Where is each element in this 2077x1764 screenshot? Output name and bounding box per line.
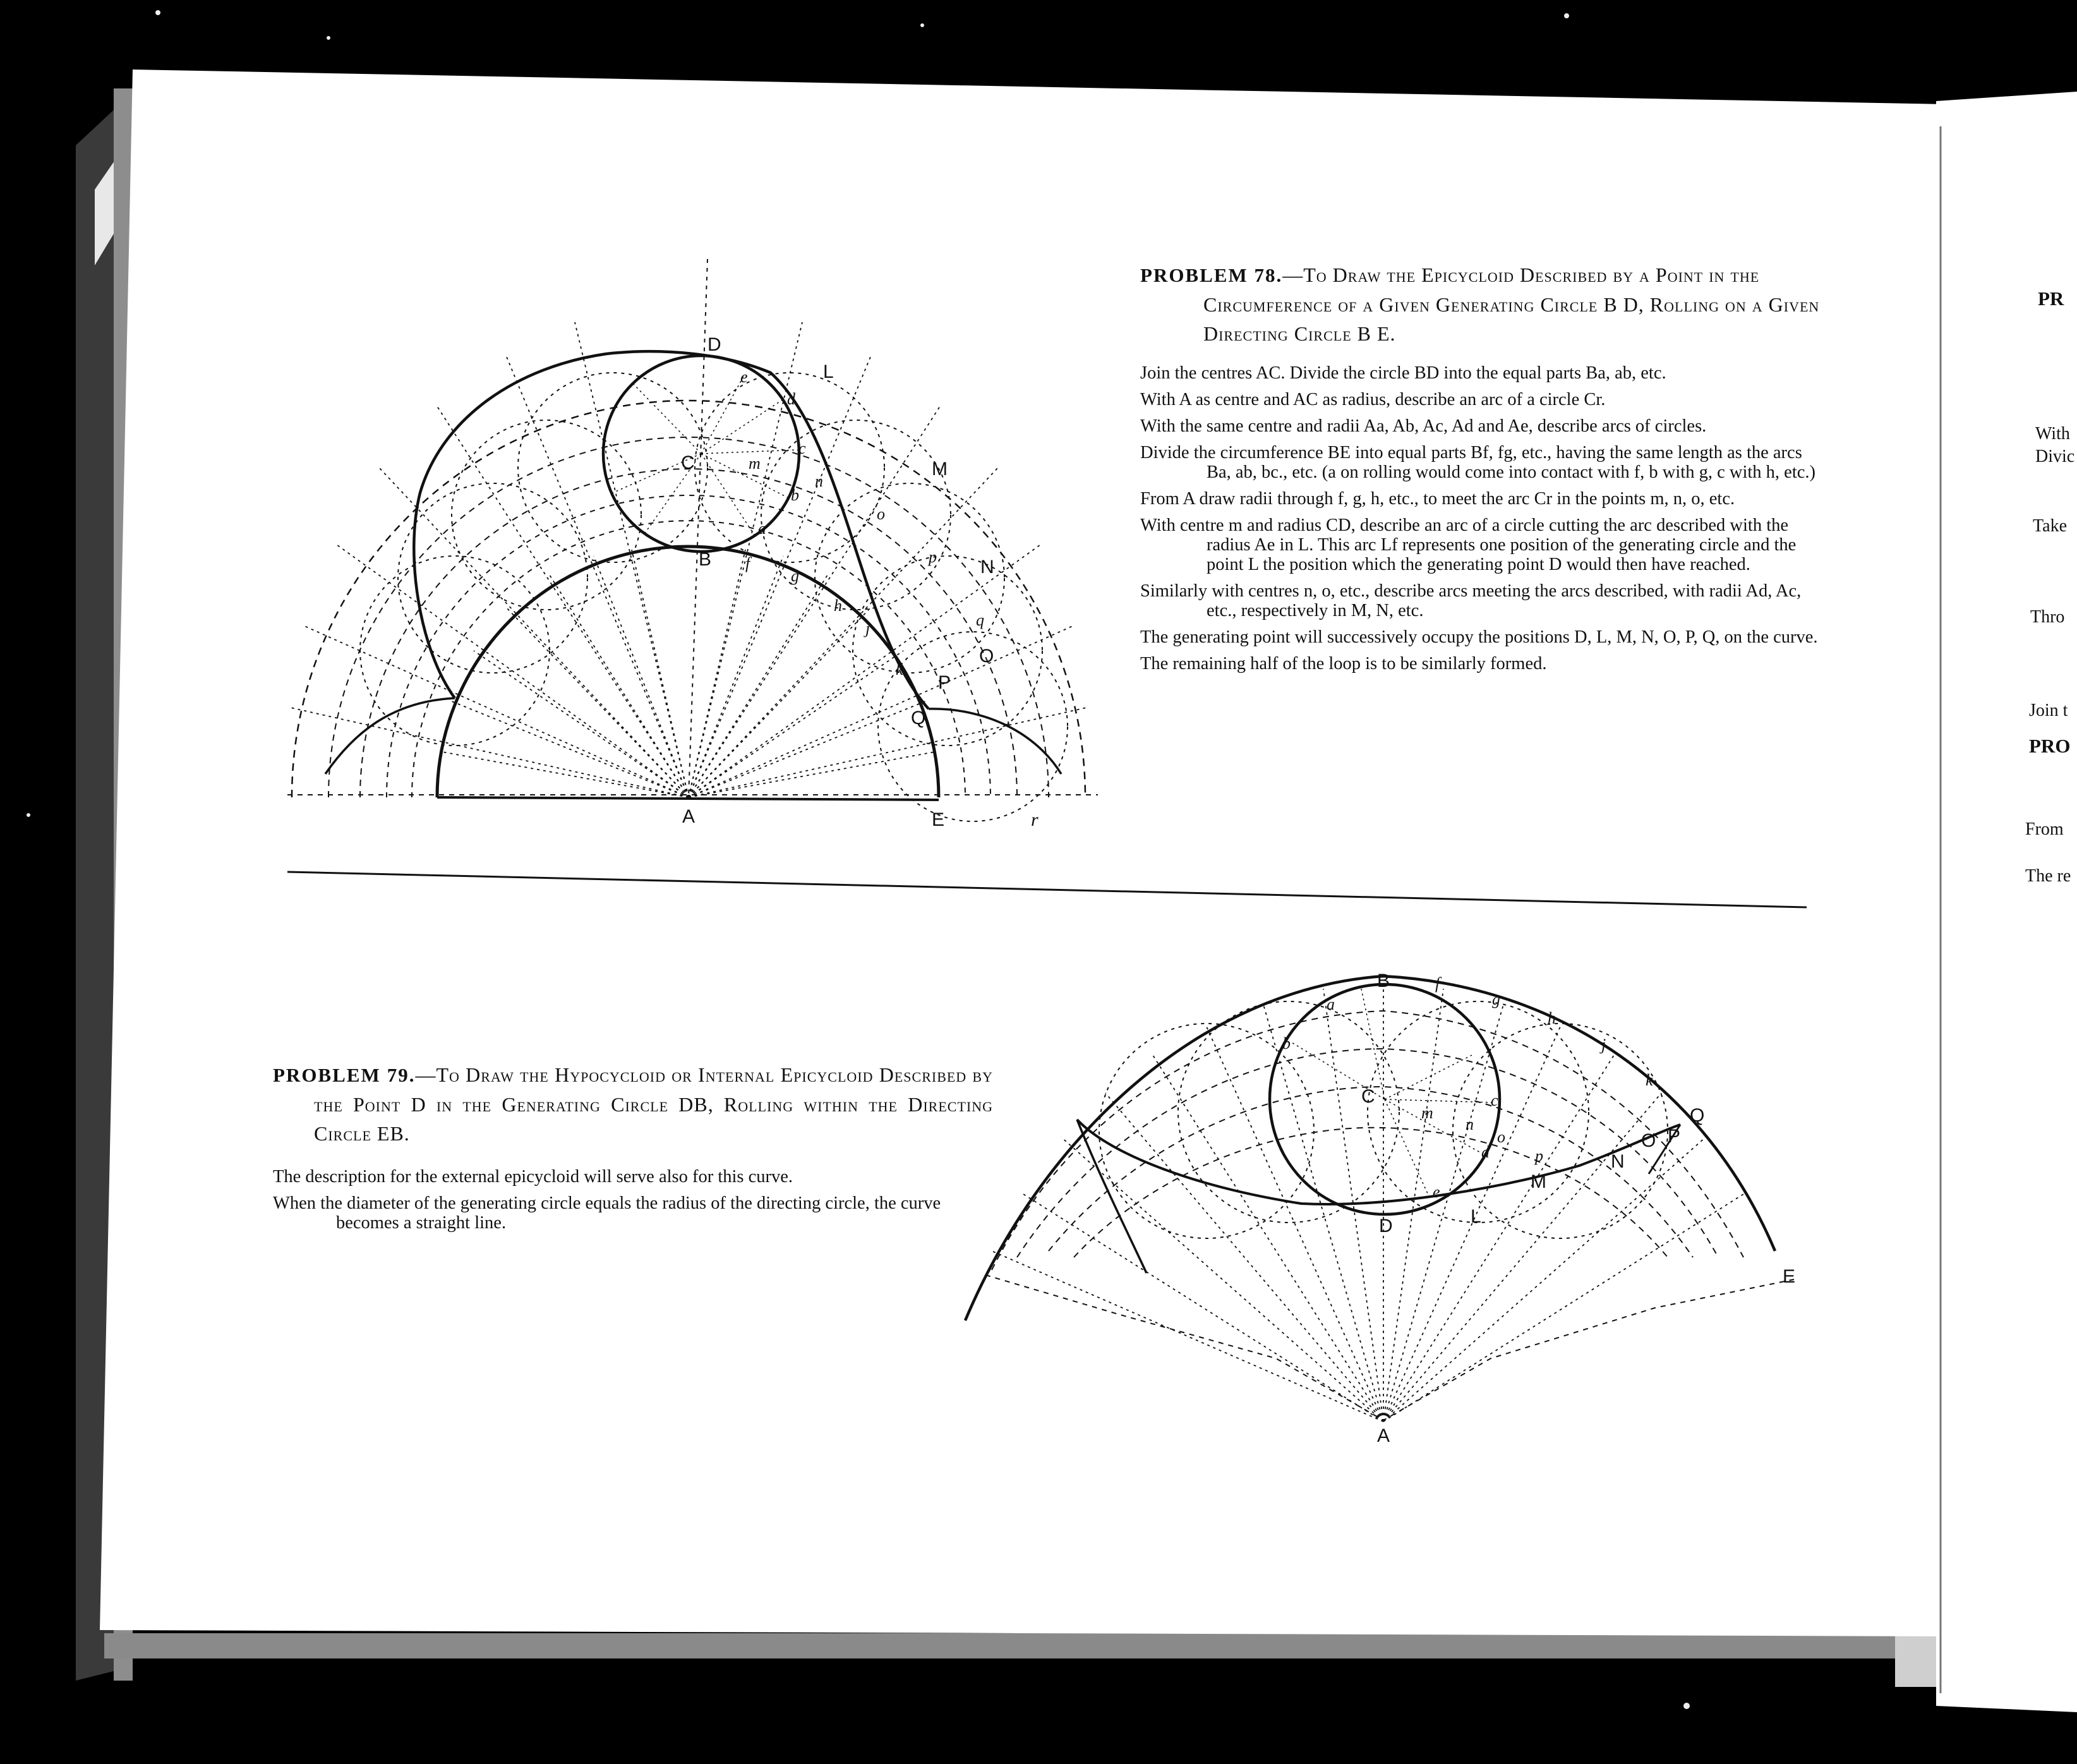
fig78-label-f: f (745, 554, 750, 572)
problem-78-step: The remaining half of the loop is to be similarly formed. (1140, 654, 1547, 674)
fig79-label-m: m (1421, 1104, 1433, 1122)
fig79-label-B: B (1377, 970, 1390, 991)
fig79-label-o: o (1497, 1128, 1505, 1146)
problem-78-number: PROBLEM 78. (1140, 264, 1283, 286)
fig79-label-a: a (1327, 995, 1335, 1013)
fig79-label-D: D (1379, 1216, 1393, 1236)
problem-78-step: Similarly with centres n, o, etc., describe arcs meeting the arcs described, with radii Ad, Ac, etc., respectively in M, N, etc. (1140, 581, 1802, 620)
problem-78-title: —To Draw the Epicycloid Described by a Point in the Circumference of a Given Generating Circle B D, Rolling on a Given Directing Circle B E. (1203, 263, 1820, 345)
fig79-label-c: c (1491, 1091, 1498, 1109)
fig79-label-Q: Q (1690, 1105, 1705, 1126)
fig78-label-e: e (740, 368, 748, 386)
fig78-label-c: c (798, 439, 806, 457)
fig78-label-D: D (707, 334, 721, 355)
fig79-label-n: n (1466, 1115, 1474, 1133)
problem-78-step: With the same centre and radii Aa, Ab, Ac, Ad and Ae, describe arcs of circles. (1140, 416, 1707, 436)
problem-79-number: PROBLEM 79. (273, 1064, 416, 1086)
problem-78-text (1140, 260, 1822, 680)
problem-79-step: The description for the external epicycloid will serve also for this curve. (273, 1167, 793, 1187)
fig79-label-k: k (1646, 1071, 1653, 1089)
fig78-label-r: r (1031, 809, 1038, 830)
right-fragment: Thro (2030, 607, 2065, 627)
right-fragment: From (2025, 819, 2064, 839)
fig79-label-g: g (1492, 990, 1500, 1008)
right-page (1936, 92, 2077, 1712)
right-fragment: PR (2038, 287, 2064, 310)
fig78-label-L: L (823, 361, 834, 382)
right-fragment: Join t (2029, 701, 2068, 720)
fig79-label-j: j (1601, 1036, 1606, 1054)
fig79-label-e: e (1433, 1183, 1440, 1201)
fig79-label-A: A (1377, 1425, 1390, 1446)
problem-78-heading (1140, 260, 1822, 348)
fig79-label-P: P (1668, 1126, 1681, 1147)
right-fragment: The re (2025, 866, 2071, 886)
fig78-label-o: o (877, 505, 885, 523)
fig78-label-j: j (865, 619, 870, 637)
right-fragment: Divic (2035, 447, 2075, 466)
fig79-label-p: p (1535, 1147, 1543, 1165)
fig78-label-n: n (815, 472, 823, 490)
right-fragment: PRO (2029, 735, 2071, 757)
fig79-label-O: O (1641, 1130, 1656, 1151)
problem-78-step: From A draw radii through f, g, h, etc., to meet the arc Cr in the points m, n, o, etc. (1140, 489, 1735, 509)
fig78-label-N: N (980, 557, 994, 577)
fig78-label-E: E (932, 809, 945, 830)
fig78-label-a: a (758, 519, 766, 538)
fig78-label-P: P (938, 672, 951, 693)
fig78-label-g: g (791, 567, 799, 585)
problem-78-step: Join the centres AC. Divide the circle BD into the equal parts Ba, ab, etc. (1140, 363, 1666, 383)
fig79-label-f: f (1435, 974, 1440, 993)
fig79-label-M: M (1531, 1171, 1546, 1192)
problem-79-heading (273, 1060, 993, 1148)
fig79-label-b: b (1282, 1034, 1291, 1053)
problem-78-step: The generating point will successively occupy the positions D, L, M, N, O, P, Q, on the curve. (1140, 627, 1818, 647)
fig78-label-M: M (932, 459, 948, 480)
fig78-label-A: A (682, 806, 695, 827)
right-fragment: With (2035, 424, 2070, 444)
fig78-label-h: h (834, 596, 842, 615)
problem-78-step: Divide the circumference BE into equal parts Bf, fg, etc., having the same length as the arcs Ba, ab, bc., etc. (a on rolling would come into contact with f, b with g, c with h, etc.) (1140, 443, 1816, 482)
fig78-label-d: d (787, 390, 795, 408)
fig78-label-p: p (929, 548, 937, 566)
fig78-label-C: C (681, 452, 695, 473)
fig78-label-Q: Q (911, 708, 926, 728)
problem-79-text (273, 1060, 993, 1240)
fig79-label-C: C (1361, 1086, 1375, 1107)
fig79-label-d: d (1481, 1143, 1490, 1161)
fig78-label-q: q (976, 611, 984, 629)
right-fragment: Take (2033, 516, 2068, 536)
problem-78-step: With A as centre and AC as radius, describe an arc of a circle Cr. (1140, 390, 1606, 409)
fig79-label-h: h (1548, 1009, 1556, 1027)
fig78-label-O: O (979, 646, 994, 667)
fig79-label-E: E (1783, 1266, 1796, 1287)
fig78-label-m: m (749, 454, 761, 473)
fig78-label-B: B (699, 549, 712, 570)
problem-78-step: With centre m and radius CD, describe an arc of a circle cutting the arc described with the radius Ae in L. This arc Lf represents one position of the generating circle and the point L the position which the generating point D would then have reached. (1140, 516, 1797, 574)
fig78-label-b: b (791, 486, 799, 504)
problem-79-step: When the diameter of the generating circle equals the radius of the directing circle, the curve becomes a straight line. (273, 1193, 941, 1233)
fig78-label-k: k (896, 660, 903, 679)
problem-79-title: —To Draw the Hypocycloid or Internal Epicycloid Described by the Point D in the Generating Circle DB, Rolling within the Directing Circle EB. (314, 1063, 993, 1145)
fig79-label-N: N (1611, 1151, 1625, 1172)
fig79-label-L: L (1471, 1206, 1481, 1227)
